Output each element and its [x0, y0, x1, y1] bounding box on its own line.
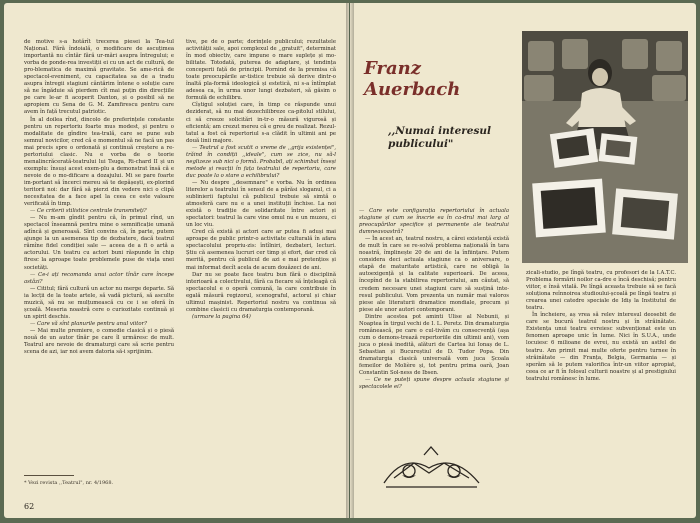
- right-column-2: [526, 270, 676, 383]
- left-column-2: [186, 39, 336, 321]
- paragraph: Cred că există și actori care ar putea fi aduși mai aproape de public printr-o activitate culturală în afara spectacolului propriu-zis: întîlniri, dezbateri, lecturi. Știu că asemenea lucruri cer timp și efort, dar cred că merită, pentru că publicul de azi e mai pretențios și mai informat decît acela de acum douăzeci de ani.: [186, 229, 336, 271]
- paragraph: — Nu despre ,,desemnare" e vorba. Nu în ordinea literelor a teatrului în sensul de a părăsi sloganul, ci a sublinierii faptului că publicul trebuie să simtă o atmosferă care nu e a unei instituții închise. La noi există o tradiție de solidaritate între actori și spectatori: teatrul la care vine omul nu e un muzeu, ci un loc viu.: [186, 179, 336, 229]
- paragraph: zicali-studio, pe lîngă teatru, cu profesori de la I.A.T.C. Problema formării noilor ca-dre e încă deschisă; pentru viitor, e însă vitală. Pe lîngă aceasta trebuie să se facă soluționa reînnoirea studioului-școală pe lîngă teatru și crearea unei catedre speciale de Idiș la Institutul de teatru.: [526, 270, 676, 312]
- paragraph: tive, pe de o parte; dorințele publicului; rezultatele activității sale, apoi complexul de ,,gratuit", determinat în mod obiectiv, care impune o mare suplețe și mo-bilitate. Totodată, puterea de adaptare, și tendința conceperii față de principii. Pornind de la premisa că toate preocupările ar-tistice trebuie să derive dintr-o înaltă pla-formă ideologică și estetică, ni s-a întîmplat adesea ca, în urma unor lungi dezbateri, să găsim o formulă de echilibru.: [186, 39, 336, 102]
- paragraph: — Ce-i ați recomanda unui actor tînăr care începe astăzi?: [24, 271, 174, 285]
- footnote: * Vezi revista ,,Teatrul", nr. 4/1968.: [24, 480, 114, 486]
- paragraph: Dar nu se poate face teatru bun fără o disciplină interioară a colectivului, fără ca fiecare să înțeleagă că spectacolul e o operă comună, la care contribuie în egală măsură regizorul, scenograful, actorul și chiar ultimul mașinist. Repertoriul nostru va continua să combine clasicii cu dramaturgia contemporană.: [186, 271, 336, 313]
- left-column-1: [24, 39, 174, 356]
- paragraph: Cîștigul soluției care, în timp ce răspunde unui deziderat, să nu mai dezechilibreze ca-pitolul stilului, ci să creeze solicitări in-tr-o măsură vigurosă și eficientă; am crezut mereu că e greu de realizat. Rezul-tatul a fost că repertoriul s-a clădit în ultimii ani pe două linii majore.: [186, 102, 336, 144]
- author-name: Franz Auerbach: [364, 58, 461, 100]
- paragraph: În încheiere, aș vrea să relev interesul deosebit de care se bucură teatrul nostru și în străinătate. Existența unui teatru evreiesc subvenționat este un fenomen aproape unic în lume. Nici în S.U.A., unde locuiesc 6 milioane de evrei, nu există un astfel de teatru. Am primit mai multe oferte pentru turnee în străinătate — din Franța, Belgia, Germania — și sperăm să le putem valorifica într-un viitor apropiat, ceea ce ar fi în folosul culturii noastre și al prestigiului teatrului românesc în lume.: [526, 312, 676, 382]
- paragraph: — Nu m-am gîndit pentru că, în primul rînd, un spectacol înseamnă pentru mine o semnificație umană adîncă și generoasă. Sînt convins că, în parte, putem ajunge la un asemenea tip de dezbatere, dacă teatrul rămîne fidel condiției sale — aceea de a fi o artă a actorului. Un teatru cu actori buni răspunde în chip firesc la aproape toate problemele puse de viața unei societăți.: [24, 215, 174, 271]
- paragraph: — Cititul; fără cultură un actor nu merge departe. Să ia lecții de la toate artele, să vadă pictură, să asculte muzică, să nu se mulțumească cu ce i se oferă în școală. Meseria noastră cere o curiozitate continuă și un spirit deschis.: [24, 285, 174, 320]
- continuation-note: (urmare la pagina 64): [192, 313, 251, 320]
- book-gutter: [346, 3, 354, 518]
- paragraph: de motive s-a hotărît trecerea piesei la Tea-tul Național. Fără îndoială, o modificare de ascuțimea importantă nu cîntăr fără ur-mări asupra întregului; e vorba de ponde-rea investiții ei cu un act de cultură, de pro-blematica de maximă gravitate. Se ame-rică de spectacol-eveniment, cu capacitatea sa de a tradu asupra întregii stagiuni cântărim întene o soluție care să ne îngăduie să pierdem cît mai puțin din direcțiile pe care le-ar fi acoperit Danton, și o posibil să ne apropiem cu Sena de G. M. Zamfirescu pentru care avem în față trecutul patriotic.: [24, 39, 174, 116]
- paragraph: Dintre acestea pot aminti Ulise al Nebunii, și Noaptea în tirgul vechi de I. L. Peretz. Din dramaturgia românească, pe care o cul-tivăm cu consecvență (așa cum o demons-trează repertoriile din ultimii ani), vom juca o piesă inedită, alături de Cartea lui Ionaș de L. Sebastian și Bucureștiul de D. Tudor Popa. Din dramaturgia clasică universală vom juca Școala femeilor de Molière și, tot pentru prima oară, Joan Constantin Sol-ness de Ibsen.: [359, 313, 509, 377]
- left-page: [4, 3, 349, 518]
- right-page: [350, 3, 696, 518]
- paragraph: — Care vă sînt planurile pentru anul viitor?: [30, 320, 147, 327]
- article-photo: [522, 31, 688, 263]
- theatre-emblem-drawing: [374, 443, 489, 493]
- right-column-1: [359, 208, 509, 391]
- article-title: ,,Numai interesul publicului": [388, 125, 492, 150]
- page-number: 62: [24, 502, 35, 511]
- paragraph: — Mai multe premiere, o comedie clasică și o piesă nouă de un autor tînăr pe care îl urmăresc de mult. Teatrul are nevoie de dramaturgi care să scrie pentru scena de azi, iar noi avem datoria să-i sprijinim.: [24, 327, 174, 356]
- photo-illustration: [522, 31, 688, 263]
- paragraph: — Ce criterii stilistice centrale transmiteți?: [30, 208, 147, 215]
- paragraph: — Ce ne puteți spune despre actuala stagiune și spectacolele ei?: [359, 377, 509, 391]
- footnote-rule: [24, 475, 74, 476]
- paragraph: — Care este configurația repertoriului în actuala stagiune și cum se înscrie ea în ca-drul mai larg al preocupărilor specifice și permanente ale teatrului dumneavoastră?: [359, 208, 509, 236]
- paragraph: În al doilea rînd, dincolo de preferințele constante pentru un repertoriu foarte mus modest, și pentru o modalitate de gîndire tea-trală, care se pune sub semnul novicilor, cred că e momentul să ne facă un pas mai precis spre o ordonată și continuă creștere a re-pertoriului clasic. Nu e vorba de o teorie menalincrăcerată-teatrului lui Tsuga, Ri-chard II și un exemplu: însuși acest exem-plu a demonstrat însă că e nevoie de o mo-dificare a dozajului. Mi se pare foarte im-portant să încerci mereu să te depășești, ex-plorind teritorii noi: dar fără să pierzi din vedere nici o clipă necesitatea de a face apel la ceea ce este valoare verificată în timp.: [24, 116, 174, 208]
- paragraph: — În acest an, teatrul nostru, a cărei existență există de mult în care se re-solvă problema națională în tara noastră, împlinește 20 de ani de la înființare. Putem considera deci actuala stagiune ca o aniversare, o etapă de maturitate artistică, care ne obligă la autoexigență și la calitate superioară. De aceea, începînd de la stabilirea repertoriului, am căutat, să credem necesare unei stagiuni care să susțină inte-resul publicului. Vom prezenta un număr mai valoros piese ale literaturii dramatice mondiale, precum și piese ale unor autori contemporani.: [359, 236, 509, 313]
- paragraph: — Teatrul a fost scutit o vreme de ,,grija existenței", trăind în condiții ,,ideale", cum se zice, nu să-l neglizeze sub nici o formă. Probabil, ați schimbat înseși metode și reacții în fața teatrului de repertoriu, care duc poate la o stare a echilibrului?: [186, 144, 336, 179]
